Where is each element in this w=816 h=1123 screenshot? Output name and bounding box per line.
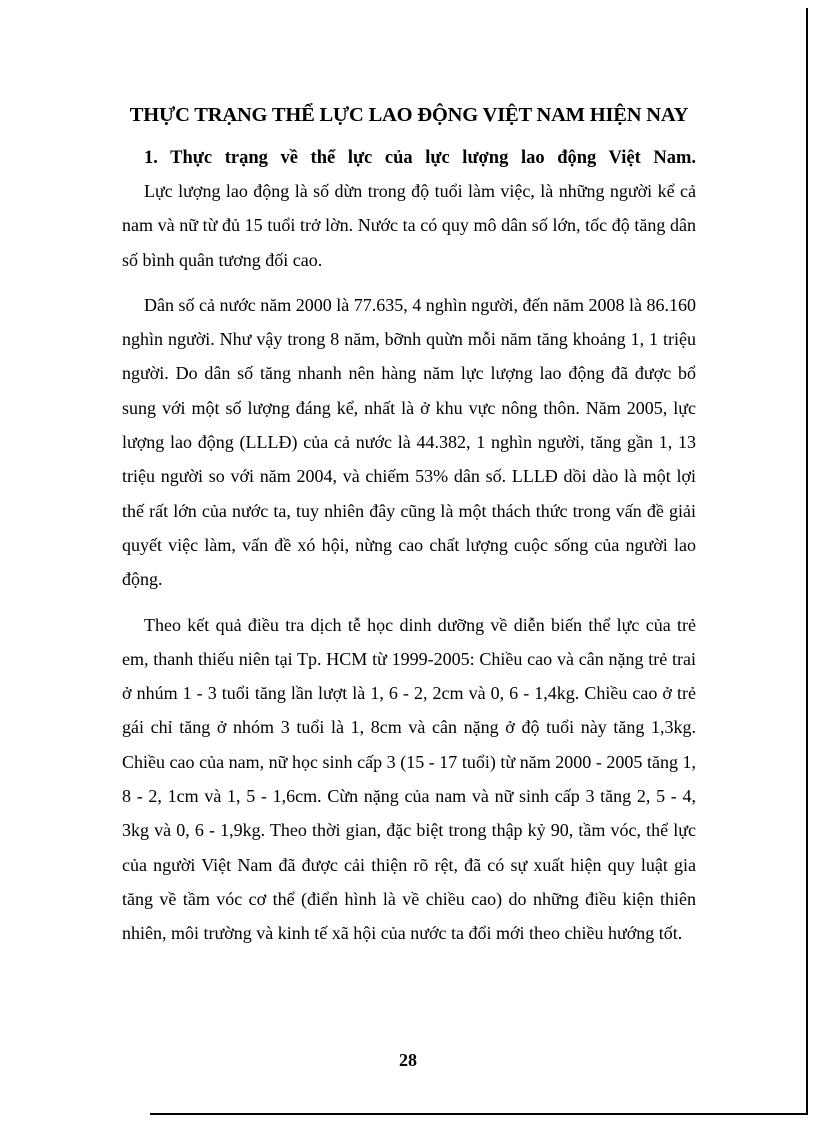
paragraph-labor-force: Lực lượng lao động là số dừn trong độ tuổi làm việc, là những người kể cả nam và nữ từ đủ 15 tuổi trở lờn. Nước ta có quy mô dân số lớn, tốc độ tăng dân số bình quân tương đối cao. bbox=[122, 181, 696, 270]
page-title: THỰC TRẠNG THỂ LỰC LAO ĐỘNG VIỆT NAM HIỆN NAY bbox=[129, 104, 689, 126]
paragraph-population: Dân số cả nước năm 2000 là 77.635, 4 nghìn người, đến năm 2008 là 86.160 nghìn người. Như vậy trong 8 năm, bỡnh quừn mỗi năm tăng khoảng 1, 1 triệu người. Do dân số tăng nhanh nên hàng năm lực lượng lao động đã được bổ sung với một số lượng đáng kể, nhất là ở khu vực nông thôn. Năm 2005, lực lượng lao động (LLLĐ) của cả nước là 44.382, 1 nghìn người, tăng gần 1, 13 triệu người so với năm 2004, và chiếm 53% dân số. LLLĐ dồi dào là một lợi thế rất lớn của nước ta, tuy nhiên đây cũng là một thách thức trong vấn đề giải quyết việc làm, vấn đề xó hội, nừng cao chất lượng cuộc sống của người lao động. bbox=[122, 294, 696, 590]
document-body bbox=[122, 100, 696, 951]
page-border-bottom bbox=[150, 1113, 808, 1115]
page-number: 28 bbox=[399, 1050, 417, 1070]
section-heading: 1. Thực trạng về thể lực của lực lượng lao động Việt Nam. bbox=[144, 148, 696, 168]
paragraph-survey: Theo kết quả điều tra dịch tễ học dinh dưỡng về diễn biến thể lực của trẻ em, thanh thiếu niên tại Tp. HCM từ 1999-2005: Chiều cao và cân nặng trẻ trai ở nhúm 1 - 3 tuổi tăng lần lượt là 1, 6 - 2, 2cm và 0, 6 - 1,4kg. Chiều cao ở trẻ gái chỉ tăng ở nhóm 3 tuổi là 1, 8cm và cân nặng ở độ tuổi này tăng 1,3kg. Chiều cao của nam, nữ học sinh cấp 3 (15 - 17 tuổi) từ năm 2000 - 2005 tăng 1, 8 - 2, 1cm và 1, 5 - 1,6cm. Cừn nặng của nam và nữ sinh cấp 3 tăng 2, 5 - 4, 3kg và 0, 6 - 1,9kg. Theo thời gian, đặc biệt trong thập kỷ 90, tầm vóc, thể lực của người Việt Nam đã được cải thiện rõ rệt, đã có sự xuất hiện quy luật gia tăng về tầm vóc cơ thể (điển hình là về chiều cao) do những điều kiện thiên nhiên, môi trường và kinh tế xã hội của nước ta đổi mới theo chiều hướng tốt. bbox=[122, 614, 696, 944]
page-border-right bbox=[806, 8, 808, 1115]
